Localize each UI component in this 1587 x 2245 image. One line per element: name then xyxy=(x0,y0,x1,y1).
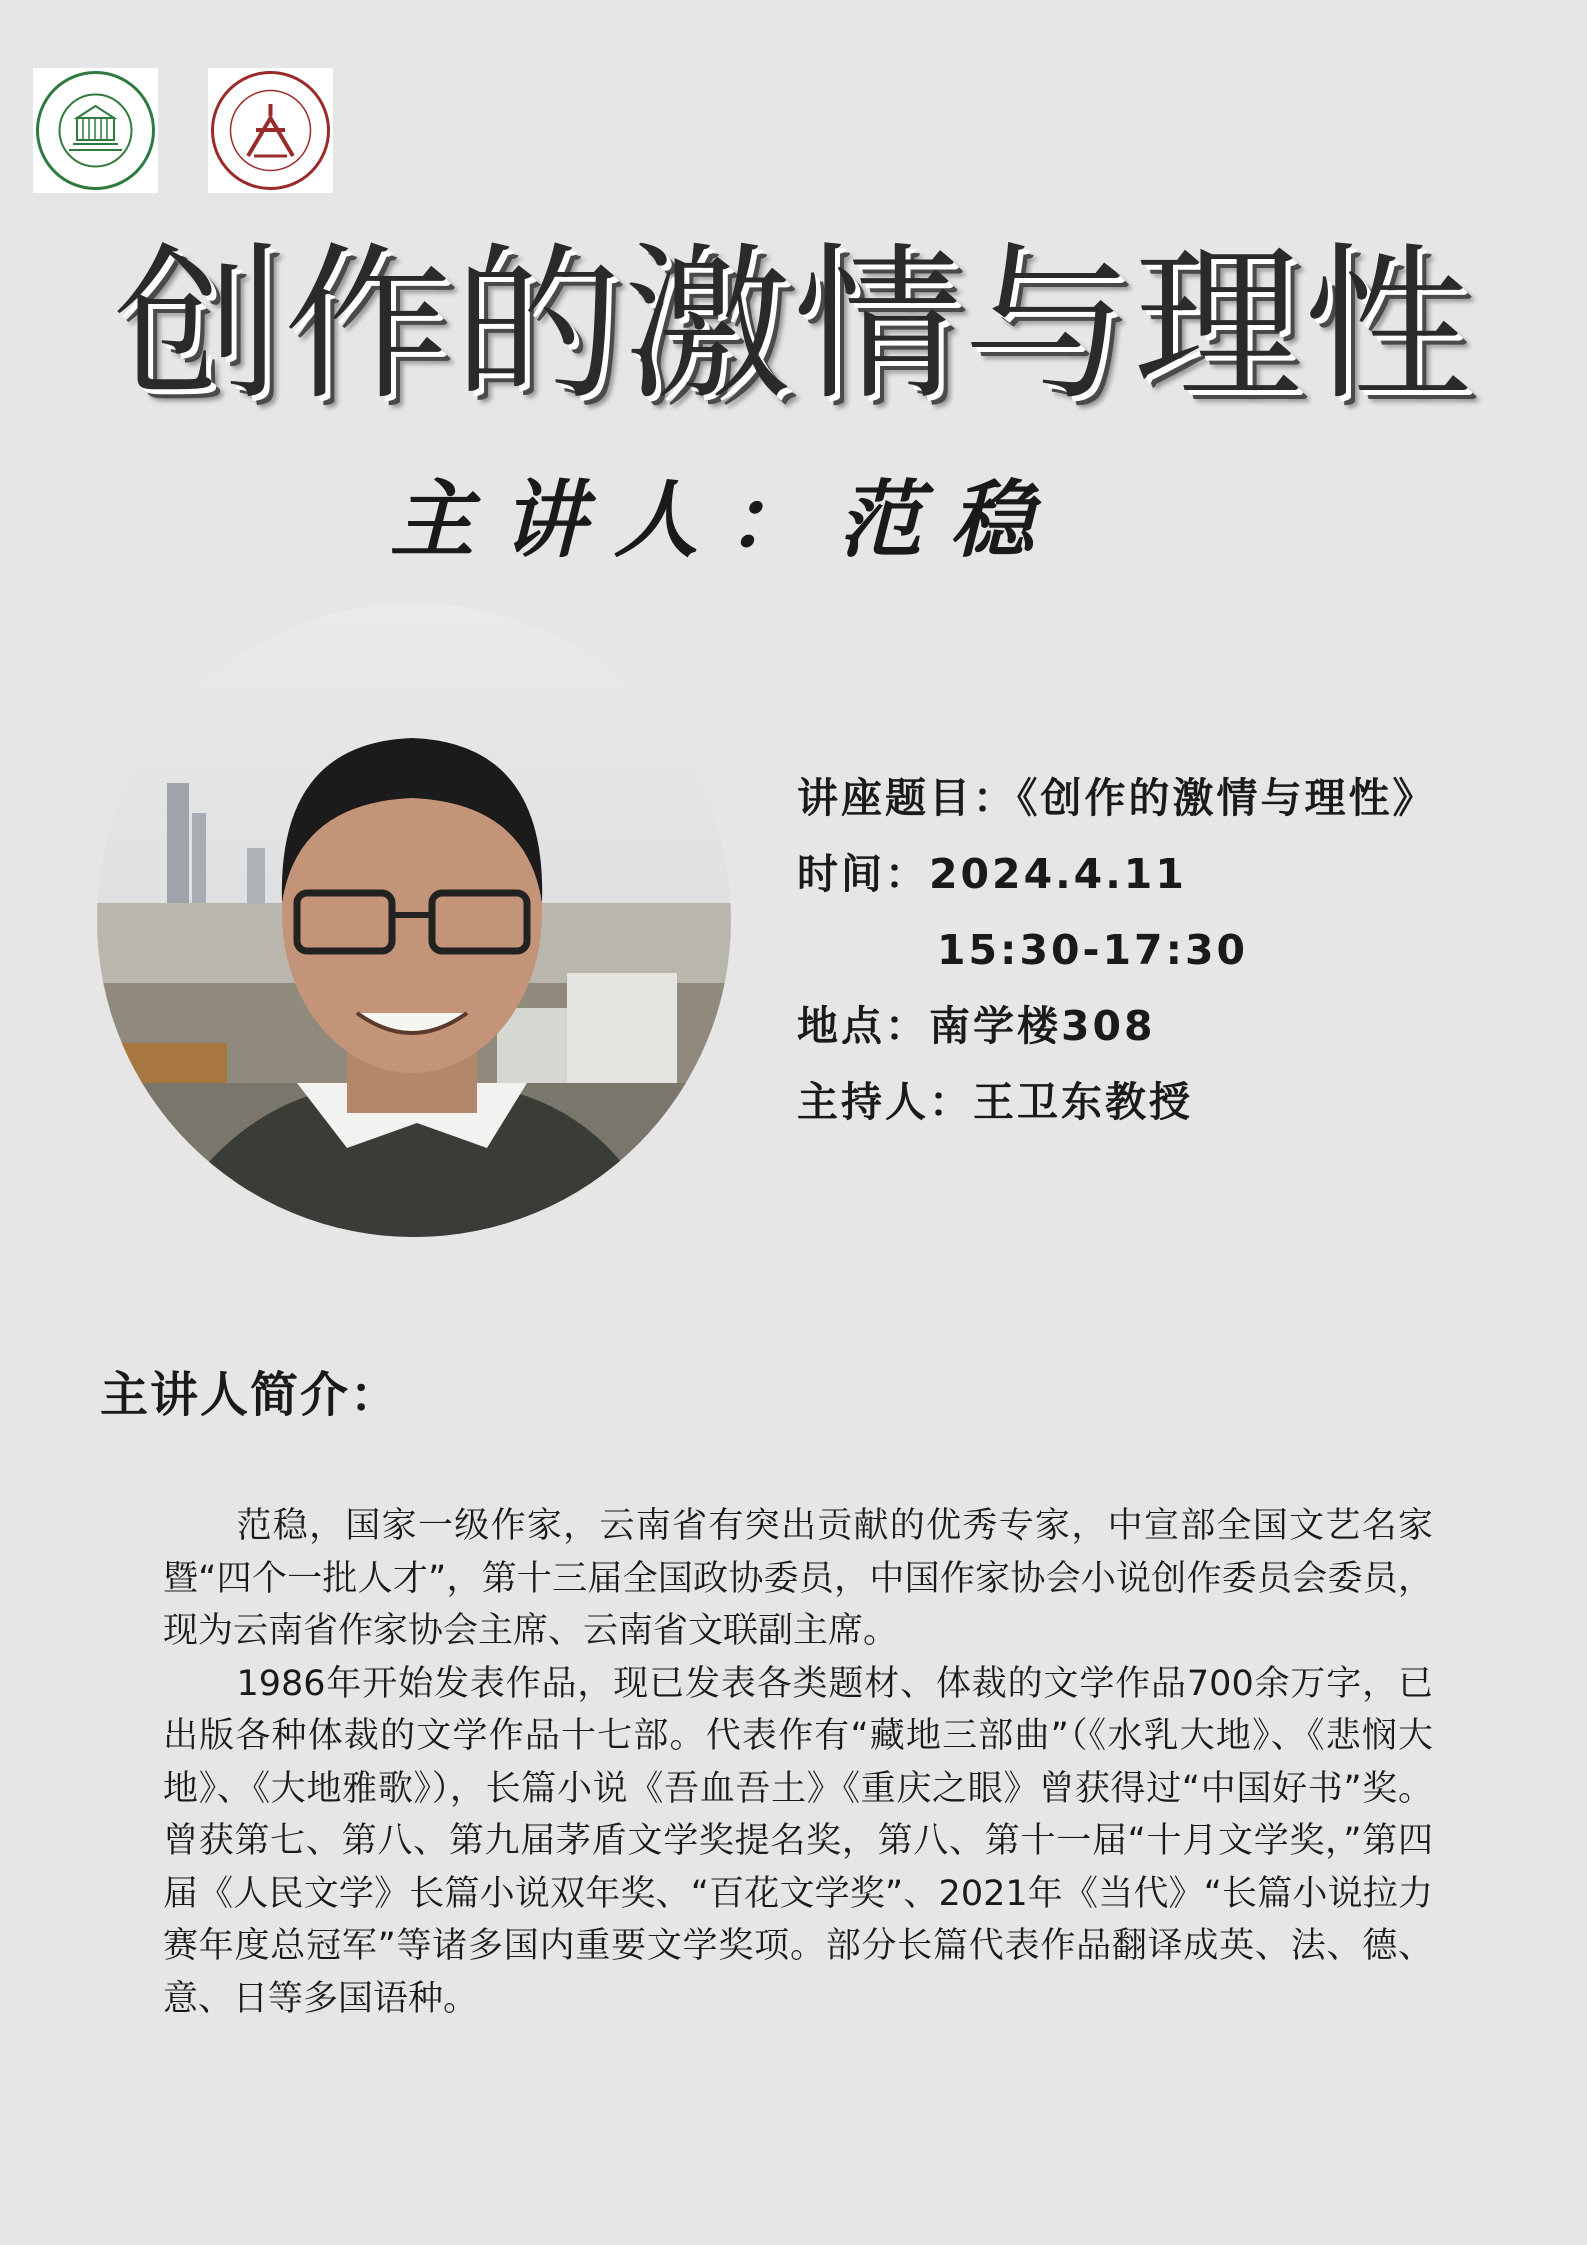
school-emblem-icon xyxy=(208,68,333,193)
lecture-host: 主持人：王卫东教授 xyxy=(797,1078,1193,1126)
bio-paragraph: 1986年开始发表作品，现已发表各类题材、体裁的文学作品700余万字，已出版各种体裁的文学作品十七部。代表作有“藏地三部曲”（《水乳大地》、《悲悯大地》、《大地雅歌》），长篇小说《吾血吾土》《重庆之眼》曾获得过“中国好书”奖。曾获第七、第八、第九届茅盾文学奖提名奖，第八、第十一届“十月文学奖，”第四届《人民文学》长篇小说双年奖、“百花文学奖”、2021年《当代》“长篇小说拉力赛年度总冠军”等诸多国内重要文学奖项。部分长篇代表作品翻译成英、法、德、意、日等多国语种。 xyxy=(163,1663,1433,2019)
speaker-bio xyxy=(163,1500,1433,2025)
lecture-date: 时间：2024.4.11 xyxy=(797,850,1187,898)
page-title: 创作的激情与理性 xyxy=(113,227,1474,423)
lecture-topic: 讲座题目：《创作的激情与理性》 xyxy=(797,774,1437,822)
lecture-venue: 地点：南学楼308 xyxy=(797,1002,1156,1050)
speaker-photo xyxy=(97,603,731,1237)
school-emblem-logo xyxy=(208,68,333,193)
lecture-time-range: 15:30-17:30 xyxy=(937,926,1249,974)
event-info xyxy=(797,760,1437,1140)
yunnan-university-logo xyxy=(33,68,158,193)
bio-paragraph: 范稳，国家一级作家，云南省有突出贡献的优秀专家，中宣部全国文艺名家暨“四个一批人才”，第十三届全国政协委员，中国作家协会小说创作委员会委员，现为云南省作家协会主席、云南省文联副主席。 xyxy=(163,1506,1433,1651)
speaker-name: 主讲人：范稳 xyxy=(390,470,1063,569)
yunnan-university-seal-icon xyxy=(33,68,158,193)
speaker-portrait-icon xyxy=(97,603,731,1237)
bio-heading: 主讲人简介： xyxy=(100,1367,401,1423)
